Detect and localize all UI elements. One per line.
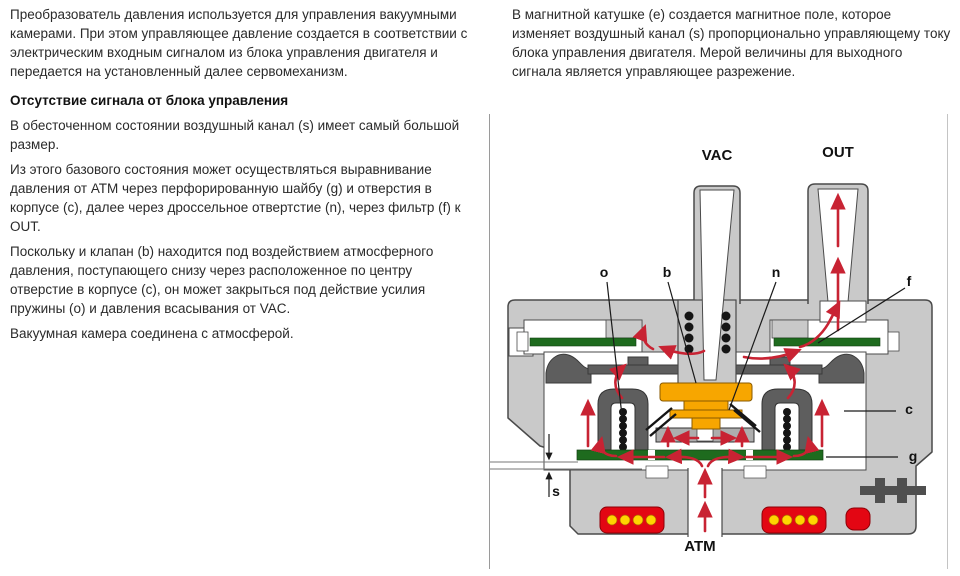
pressure-transducer-diagram [480, 108, 960, 571]
intro-paragraph: Преобразователь давления используется для управления вакуумными камерами. При этом управляющее давление создается в соответствии с электрическим входным сигналом из блока управления двигателя и передается на установленный далее сервомеханизм. [10, 7, 468, 79]
valve-paragraph: Поскольку и клапан (b) находится под воздействием атмосферного давления, поступающего снизу через расположенное по центру отверстие в корпусе (c), он может закрыться под действие усилия пружины (o) и давления всасывания от VAC. [10, 244, 434, 316]
out-label: OUT [822, 144, 854, 161]
right-text-column [512, 0, 952, 87]
chamber-paragraph: Вакуумная камера соединена с атмосферой. [10, 326, 294, 341]
equalization-paragraph: Из этого базового состояния может осуществляться выравнивание давления от АТМ через перфорированную шайбу (g) и отверстия в корпусе (c), далее через дроссельное отвертстие (n), через фильтр (f) к OUT. [10, 162, 461, 234]
left-text-column [10, 0, 472, 349]
spring-o-label: o [599, 264, 609, 280]
gap-s-label: s [552, 483, 560, 499]
section-heading: Отсутствие сигнала от блока управления [10, 93, 289, 108]
orifice-n-label: n [771, 264, 781, 280]
valve-b-label: b [662, 264, 672, 280]
vac-label: VAC [701, 147, 733, 164]
base-state-paragraph: В обесточенном состоянии воздушный канал (s) имеет самый большой размер. [10, 118, 460, 152]
filter-f-label: f [906, 273, 912, 289]
coil-paragraph: В магнитной катушке (e) создается магнитное поле, которое изменяет воздушный канал (s) пропорционально управляющему току блока управления двигателя. Мерой величины для выходного сигнала является управляющее разрежение. [512, 7, 951, 79]
washer-g-label: g [908, 448, 918, 464]
housing-c-label: c [905, 401, 913, 417]
atm-label: ATM [684, 538, 716, 555]
transducer-cross-section [480, 108, 960, 571]
